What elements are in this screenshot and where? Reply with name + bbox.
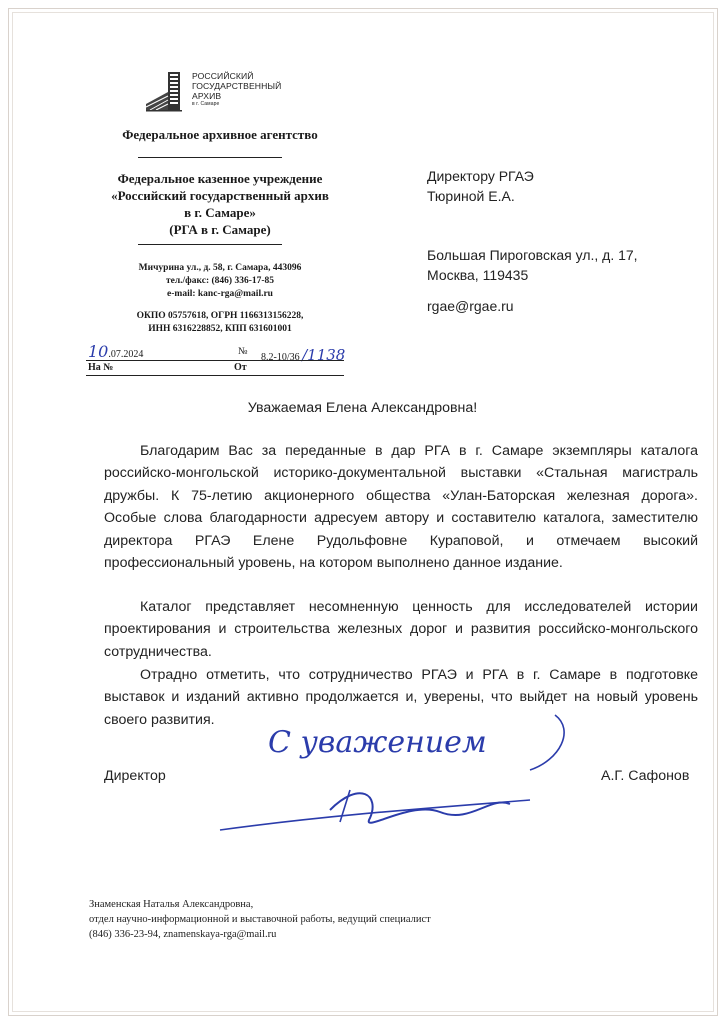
outgoing-number	[261, 346, 345, 364]
logo-line-3: АРХИВ	[192, 91, 222, 101]
printed-number: 8.2-10/36	[261, 352, 300, 363]
executor-contact: (846) 336-23-94, znamenskaya-rga@mail.ru	[89, 929, 277, 940]
outgoing-number-label: №	[238, 346, 248, 357]
sender-address: Мичурина ул., д. 58, г. Самара, 443096	[138, 263, 302, 273]
printed-date: .07.2024	[108, 349, 144, 360]
sender-contacts	[100, 262, 340, 301]
codes-line-1: ОКПО 05757618, ОГРН 1166313156228,	[136, 311, 304, 321]
executor-name: Знаменская Наталья Александровна,	[89, 899, 254, 910]
outgoing-date	[88, 342, 143, 361]
registration-underline	[86, 360, 344, 361]
logo-line-1: РОССИЙСКИЙ	[192, 71, 254, 81]
executor-block	[89, 897, 431, 942]
sender-codes	[100, 310, 340, 335]
institution-line-4: (РГА в г. Самаре)	[169, 222, 271, 237]
sender-email: e-mail: kanc-rga@mail.ru	[167, 289, 273, 299]
body-paragraph-2: Каталог представляет несомненную ценность для исследователей истории проектирования и строительства железных дорог и развития российско-монгольского сотрудничества.	[104, 599, 698, 660]
institution-line-1: Федеральное казенное учреждение	[117, 171, 323, 186]
reference-label: На №	[88, 362, 114, 373]
executor-department: отдел научно-информационной и выставочной работы, ведущий специалист	[89, 914, 431, 925]
divider	[138, 244, 282, 245]
reference-underline	[86, 375, 344, 376]
signatory-position: Директор	[104, 768, 166, 784]
signatory-name: А.Г. Сафонов	[601, 768, 690, 784]
handwritten-signature	[210, 700, 590, 850]
salutation: Уважаемая Елена Александровна!	[247, 400, 478, 416]
logo-line-2: ГОСУДАРСТВЕННЫЙ	[192, 81, 282, 91]
body-paragraph-1: Благодарим Вас за переданные в дар РГА в г. Самаре экземпляры каталога российско-монгольской историко-документальной выставки «Стальная магистраль дружбы. К 75-летию акционерного общества «Улан-Баторская железная дорога». Особые слова благодарности адресуем автору и составителю каталога, заместителю директора РГАЭ Елене Рудольфовне Кураповой, и отмечаем высокий профессиональный уровень, на котором выполнено данное издание.	[104, 443, 698, 572]
codes-line-2: ИНН 6316228852, КПП 631601001	[148, 323, 292, 334]
logo-line-4: в г. Самаре	[192, 101, 220, 107]
recipient-address	[427, 245, 638, 285]
institution-line-2: «Российский государственный архив	[111, 188, 329, 203]
recipient-address-1: Большая Пироговская ул., д. 17,	[427, 247, 638, 263]
agency-name: Федеральное архивное агентство	[122, 127, 318, 142]
archive-building-icon	[144, 70, 188, 112]
archive-logo	[144, 70, 282, 114]
institution-name	[60, 170, 380, 238]
reference-from-label: От	[234, 362, 247, 373]
recipient-line-2: Тюриной Е.А.	[427, 188, 515, 204]
institution-line-3: в г. Самаре»	[184, 205, 256, 220]
recipient-address-2: Москва, 119435	[427, 267, 529, 283]
handwritten-regards: С уважением	[268, 725, 487, 760]
handwritten-number: /1138	[302, 346, 346, 364]
divider	[138, 157, 282, 158]
recipient-line-1: Директору РГАЭ	[427, 168, 534, 184]
sender-phone: тел./факс: (846) 336-17-85	[165, 276, 275, 286]
recipient-title	[427, 166, 534, 206]
recipient-email: rgae@rgae.ru	[427, 298, 514, 314]
handwritten-day: 10	[88, 342, 109, 361]
body-paragraph-3: Отрадно отметить, что сотрудничество РГАЭ и РГА в г. Самаре в подготовке выставок и изданий активно продолжается и, уверены, что выйдет на новый уровень своего развития.	[104, 667, 698, 728]
